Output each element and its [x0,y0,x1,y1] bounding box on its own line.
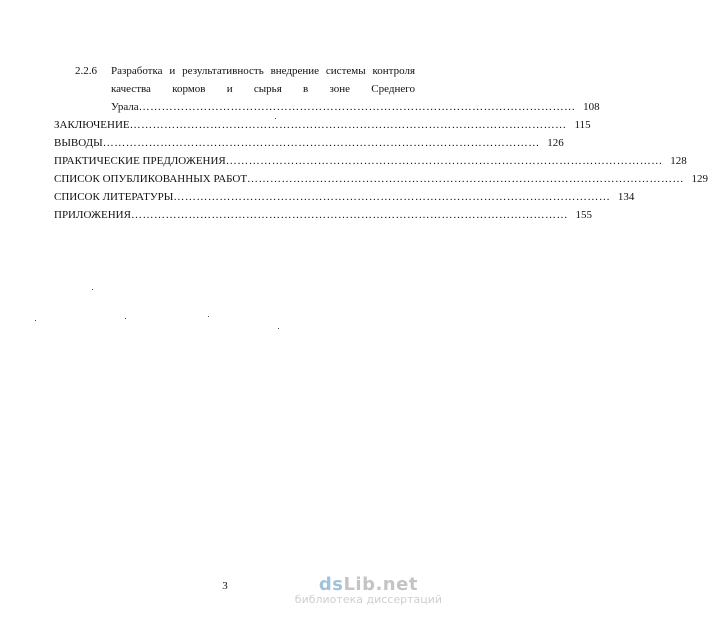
watermark [295,574,442,606]
dot-leader: …………………………………………………………………………………………………… [130,209,568,221]
subsection-page-number: 108 [583,101,600,113]
toc-label: ПРИЛОЖЕНИЯ [54,209,131,221]
dot-leader: …………………………………………………………………………………………………… [225,155,663,167]
dot-leader: …………………………………………………………………………………………………… [129,119,567,131]
toc-row [54,206,592,224]
toc-row [54,152,687,170]
dot-leader: …………………………………………………………………………………………………… [247,173,685,185]
toc-subsection-entry [75,62,600,116]
toc-page-number: 115 [574,119,591,131]
watermark-subtitle: библиотека диссертаций [294,593,442,606]
subsection-title-line-3 [111,98,600,116]
watermark-logo: dsLib.net [318,574,418,595]
toc-label: СПИСОК ОПУБЛИКОВАННЫХ РАБОТ [54,173,248,185]
toc-label: ПРАКТИЧЕСКИЕ ПРЕДЛОЖЕНИЯ [54,155,226,167]
toc-page-number: 128 [670,155,687,167]
toc-row [54,188,635,206]
toc-row [54,134,564,152]
dot-leader: …………………………………………………………………………………………………… [173,191,611,203]
page-number: 3 [222,580,228,592]
scan-speck [92,289,93,290]
toc-page-number: 129 [691,173,708,185]
toc-row [54,116,591,134]
toc-list [54,116,708,224]
toc-row [54,170,708,188]
toc-label: ВЫВОДЫ [54,137,103,149]
subsection-title-line-1: Разработка и результативность внедрение системы контроля [111,65,415,77]
toc-label: СПИСОК ЛИТЕРАТУРЫ [54,191,174,203]
toc-page-number: 155 [575,209,592,221]
scan-speck [275,118,276,119]
scan-speck [125,318,126,319]
subsection-title-line-2: качества кормов и сырья в зоне Среднего [111,83,415,95]
dot-leader: …………………………………………………………………………………………………… [138,101,576,113]
subsection-title-end: Урала [111,101,139,113]
scan-speck [278,328,279,329]
subsection-number: 2.2.6 [75,65,97,77]
toc-label: ЗАКЛЮЧЕНИЕ [54,119,130,131]
scan-speck [208,316,209,317]
dot-leader: …………………………………………………………………………………………………… [102,137,540,149]
toc-page-number: 134 [617,191,635,203]
scan-speck [35,320,36,321]
toc-page-number: 126 [547,137,564,149]
